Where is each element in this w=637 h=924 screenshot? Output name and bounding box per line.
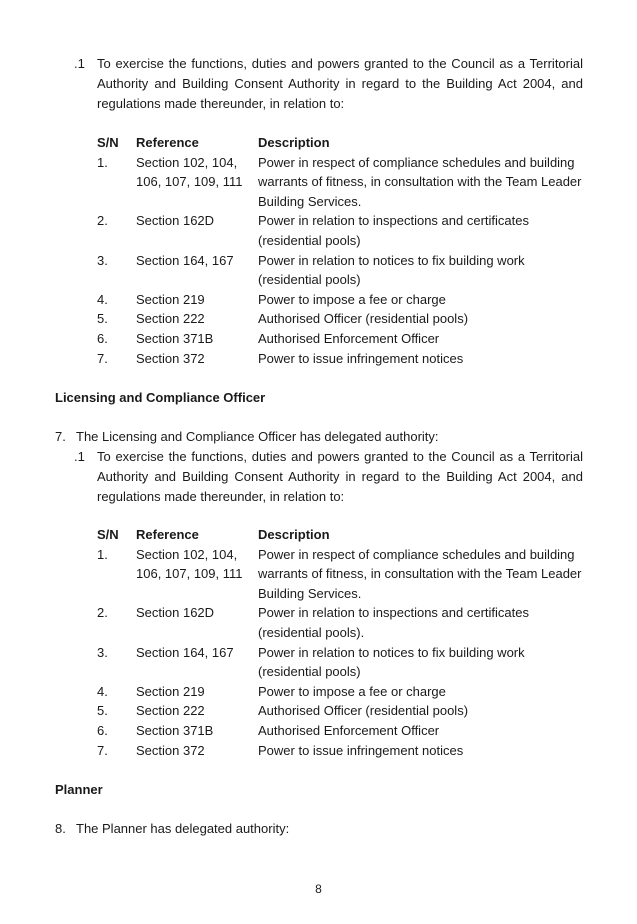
section-heading-planner: Planner — [55, 782, 103, 797]
row-reference: Section 372 — [136, 350, 205, 366]
row-sn: 2. — [97, 213, 108, 229]
row-reference: Section 164, 167 — [136, 644, 234, 660]
header-sn: S/N — [97, 135, 119, 150]
clause-text-line: regulations made thereunder, in relation to: — [97, 96, 345, 111]
row-description: Power to impose a fee or charge — [258, 683, 446, 699]
row-reference: Section 102, 104, 106, 107, 109, 111 — [136, 154, 243, 190]
row-description: Power to impose a fee or charge — [258, 291, 446, 307]
table-row — [97, 643, 583, 682]
row-description: Authorised Officer (residential pools) — [258, 311, 469, 327]
clause-number: .1 — [74, 449, 85, 464]
header-description: Description — [258, 135, 330, 150]
table-row — [97, 721, 583, 741]
row-description: Authorised Officer (residential pools) — [258, 703, 469, 719]
row-reference: Section 219 — [136, 291, 205, 307]
header-sn: S/N — [97, 527, 119, 542]
clause-text-line: Authority and Building Consent Authority in regard to the Building Act 2004, and — [97, 469, 583, 484]
clause-text-line: To exercise the functions, duties and powers granted to the Council as a Territorial — [97, 449, 583, 464]
row-sn: 4. — [97, 291, 108, 307]
row-description: Power in relation to inspections and certificates (residential pools). — [258, 605, 529, 640]
item-text: The Planner has delegated authority: — [76, 821, 290, 836]
section-heading-licensing: Licensing and Compliance Officer — [55, 390, 266, 405]
row-sn: 3. — [97, 644, 108, 660]
row-reference: Section 371B — [136, 330, 214, 346]
row-reference: Section 219 — [136, 683, 205, 699]
row-sn: 7. — [97, 742, 108, 758]
item-number: 8. — [55, 821, 66, 836]
row-reference: Section 162D — [136, 213, 215, 229]
table-row — [97, 682, 583, 702]
row-sn: 1. — [97, 546, 108, 562]
row-description: Power in relation to notices to fix building work (residential pools) — [258, 252, 525, 288]
row-sn: 5. — [97, 311, 108, 327]
table-header-row — [97, 525, 583, 545]
row-reference: Section 222 — [136, 311, 205, 327]
row-description: Power to issue infringement notices — [258, 742, 464, 758]
item-number: 7. — [55, 429, 66, 444]
table-row — [97, 603, 583, 642]
table-row — [97, 251, 583, 290]
row-description: Power in relation to notices to fix building work (residential pools) — [258, 644, 525, 680]
delegation-table-1 — [97, 133, 583, 368]
row-reference: Section 164, 167 — [136, 252, 234, 268]
header-description: Description — [258, 527, 330, 542]
row-description: Authorised Enforcement Officer — [258, 330, 440, 346]
row-reference: Section 371B — [136, 722, 214, 738]
row-reference: Section 372 — [136, 742, 205, 758]
clause-text-line: To exercise the functions, duties and powers granted to the Council as a Territorial — [97, 56, 583, 71]
header-reference: Reference — [136, 135, 199, 150]
header-reference: Reference — [136, 527, 199, 542]
clause-text-line: Authority and Building Consent Authority in regard to the Building Act 2004, and — [97, 76, 583, 91]
row-reference: Section 222 — [136, 703, 205, 719]
row-sn: 5. — [97, 703, 108, 719]
row-sn: 3. — [97, 252, 108, 268]
table-row — [97, 153, 583, 212]
table-row — [97, 290, 583, 310]
clause-number: .1 — [74, 56, 85, 71]
row-sn: 6. — [97, 330, 108, 346]
row-description: Power in respect of compliance schedules and building warrants of fitness, in consultation with the Team Leader Building Services. — [258, 154, 582, 209]
row-description: Authorised Enforcement Officer — [258, 722, 440, 738]
table-row — [97, 545, 583, 604]
table-row — [97, 701, 583, 721]
row-description: Power in respect of compliance schedules and building warrants of fitness, in consultation with the Team Leader Building Services. — [258, 546, 582, 601]
row-reference: Section 162D — [136, 605, 215, 621]
row-sn: 1. — [97, 154, 108, 170]
row-sn: 2. — [97, 605, 108, 621]
item-text: The Licensing and Compliance Officer has delegated authority: — [76, 429, 439, 444]
row-sn: 7. — [97, 350, 108, 366]
table-row — [97, 349, 583, 369]
clause-text-line: regulations made thereunder, in relation to: — [97, 489, 345, 504]
table-header-row — [97, 133, 583, 153]
row-description: Power to issue infringement notices — [258, 350, 464, 366]
table-row — [97, 741, 583, 761]
table-row — [97, 309, 583, 329]
row-reference: Section 102, 104, 106, 107, 109, 111 — [136, 546, 243, 582]
table-row — [97, 329, 583, 349]
row-sn: 6. — [97, 722, 108, 738]
table-row — [97, 211, 583, 250]
delegation-table-2 — [97, 525, 583, 760]
row-sn: 4. — [97, 683, 108, 699]
row-description: Power in relation to inspections and certificates (residential pools) — [258, 213, 529, 248]
page-number: 8 — [315, 882, 322, 896]
